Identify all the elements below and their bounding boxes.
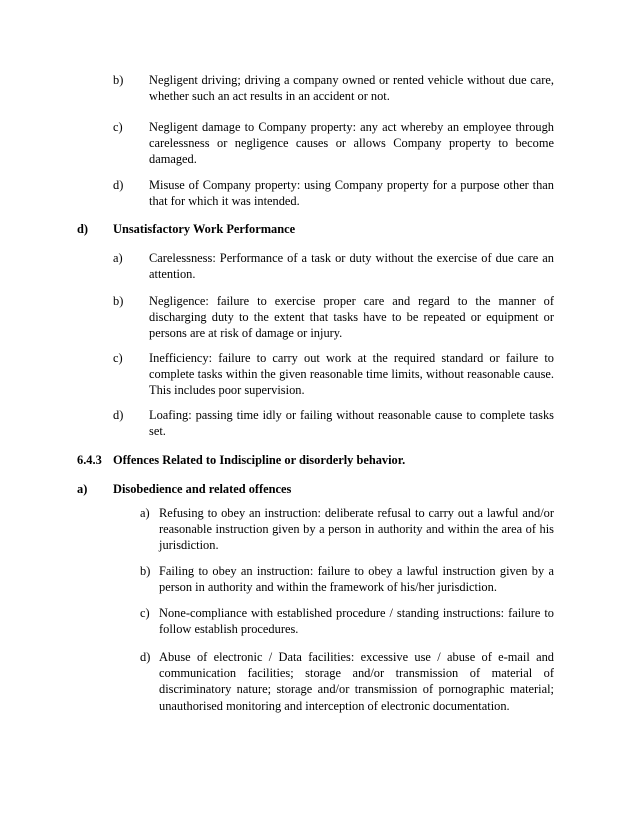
list-item-label: b) (113, 294, 124, 308)
list-item-text: Refusing to obey an instruction: deliberate refusal to carry out a lawful and/or reasonable instruction given by a person in authority and within the area of his jurisdiction. (159, 506, 554, 553)
list-item-text: Inefficiency: failure to carry out work at the required standard or failure to complete tasks within the given reasonable time limits, without reasonable cause. This includes poor supervision. (149, 351, 554, 398)
list-item-label: a) (140, 506, 150, 520)
list-item-label: c) (140, 606, 150, 620)
list-item-label: c) (113, 351, 123, 365)
list-item-text: Abuse of electronic / Data facilities: excessive use / abuse of e-mail and communication facilities; storage and/or transmission of material of discriminatory nature; storage and/or transmission of pornographic material; unauthorised monitoring and interception of electronic documentation. (159, 650, 554, 713)
list-item-text: Negligence: failure to exercise proper care and regard to the manner of discharging duty to the extent that tasks have to be repeated or equipment or persons are at risk of damage or injury. (149, 294, 554, 341)
section-heading-title: Disobedience and related offences (113, 482, 292, 496)
list-item-text: Misuse of Company property: using Company property for a purpose other than that for which it was intended. (149, 178, 554, 209)
section-heading-label: a) (77, 482, 88, 496)
list-item-text: Negligent damage to Company property: any act whereby an employee through carelessness or negligence causes or allows Company property to become damaged. (149, 120, 554, 167)
list-item-label: a) (113, 251, 123, 265)
list-item-label: d) (140, 650, 151, 664)
list-item-label: c) (113, 120, 123, 134)
list-item-text: Carelessness: Performance of a task or duty without the exercise of due care an attention. (149, 251, 554, 282)
list-item-text: Loafing: passing time idly or failing without reasonable cause to complete tasks set. (149, 408, 554, 439)
list-item-text: Negligent driving; driving a company owned or rented vehicle without due care, whether such an act results in an accident or not. (149, 73, 554, 104)
section-heading-a (77, 481, 557, 497)
section-heading-d (77, 221, 557, 237)
section-heading-title: Unsatisfactory Work Performance (113, 222, 296, 236)
section-heading-label: 6.4.3 (77, 453, 102, 467)
list-item-label: d) (113, 178, 124, 192)
section-heading-6-4-3 (77, 452, 557, 468)
list-item-text: None-compliance with established procedure / standing instructions: failure to follow establish procedures. (159, 606, 554, 637)
list-item-label: b) (140, 564, 151, 578)
section-heading-label: d) (77, 222, 89, 236)
list-item-label: b) (113, 73, 124, 87)
list-item-text: Failing to obey an instruction: failure to obey a lawful instruction given by a person in authority and within the framework of his/her jurisdiction. (159, 564, 554, 595)
list-item-label: d) (113, 408, 124, 422)
section-heading-title: Offences Related to Indiscipline or disorderly behavior. (113, 453, 406, 467)
